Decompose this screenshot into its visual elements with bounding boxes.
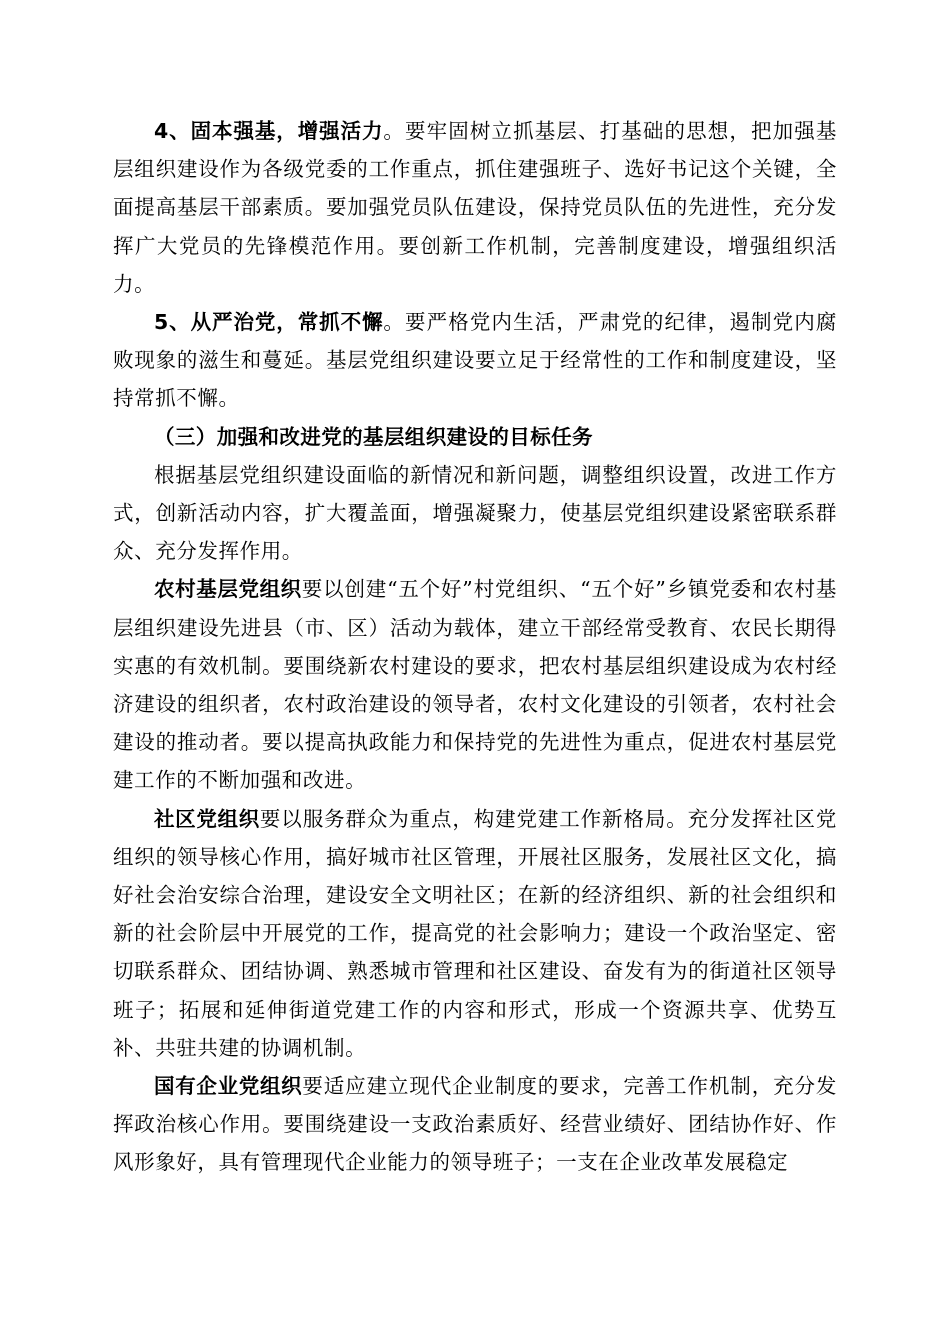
paragraph-5-text: 。要严格党内生活，严肃党的纪律，遏制党内腐败现象的滋生和蔓延。基层党组织建设要立足于经常性的工作和制度建设，坚持常抓不懈。 xyxy=(113,310,837,411)
paragraph-5-lead: 5、从严治党，常抓不懈 xyxy=(154,310,384,335)
rural-party-lead: 农村基层党组织 xyxy=(154,577,302,602)
paragraph-5 xyxy=(113,303,837,418)
community-party-text: 要以服务群众为重点，构建党建工作新格局。充分发挥社区党组织的领导核心作用，搞好城市社区管理，开展社区服务，发展社区文化，搞好社会治安综合治理，建设安全文明社区；在新的经济组织、新的社会组织和新的社会阶层中开展党的工作，提高党的社会影响力；建设一个政治坚定、密切联系群众、团结协调、熟悉城市管理和社区建设、奋发有为的街道社区领导班子；拓展和延伸街道党建工作的内容和形式，形成一个资源共享、优势互补、共驻共建的协调机制。 xyxy=(113,806,837,1060)
soe-party-text: 要适应建立现代企业制度的要求，完善工作机制，充分发挥政治核心作用。要围绕建设一支政治素质好、经营业绩好、团结协作好、作风形象好，具有管理现代企业能力的领导班子；一支在企业改革发展稳定 xyxy=(113,1074,837,1175)
soe-party-paragraph xyxy=(113,1067,837,1182)
community-party-lead: 社区党组织 xyxy=(154,806,260,831)
document-page xyxy=(113,112,837,1182)
rural-party-paragraph xyxy=(113,570,837,799)
intro-paragraph: 根据基层党组织建设面临的新情况和新问题，调整组织设置，改进工作方式，创新活动内容，扩大覆盖面，增强凝聚力，使基层党组织建设紧密联系群众、充分发挥作用。 xyxy=(113,462,837,564)
paragraph-4 xyxy=(113,112,837,303)
soe-party-lead: 国有企业党组织 xyxy=(154,1074,303,1099)
section-heading: （三）加强和改进党的基层组织建设的目标任务 xyxy=(154,424,593,449)
paragraph-4-text: 。要牢固树立抓基层、打基础的思想，把加强基层组织建设作为各级党委的工作重点，抓住建强班子、选好书记这个关键，全面提高基层干部素质。要加强党员队伍建设，保持党员队伍的先进性，充分发挥广大党员的先锋模范作用。要创新工作机制，完善制度建设，增强组织活力。 xyxy=(113,119,837,296)
rural-party-text: 要以创建“五个好”村党组织、“五个好”乡镇党委和农村基层组织建设先进县（市、区）活动为载体，建立干部经常受教育、农民长期得实惠的有效机制。要围绕新农村建设的要求，把农村基层组织建设成为农村经济建设的组织者，农村政治建设的领导者，农村文化建设的引领者，农村社会建设的推动者。要以提高执政能力和保持党的先进性为重点，促进农村基层党建工作的不断加强和改进。 xyxy=(113,577,837,793)
paragraph-4-lead: 4、固本强基，增强活力 xyxy=(154,119,384,143)
community-party-paragraph xyxy=(113,800,837,1067)
